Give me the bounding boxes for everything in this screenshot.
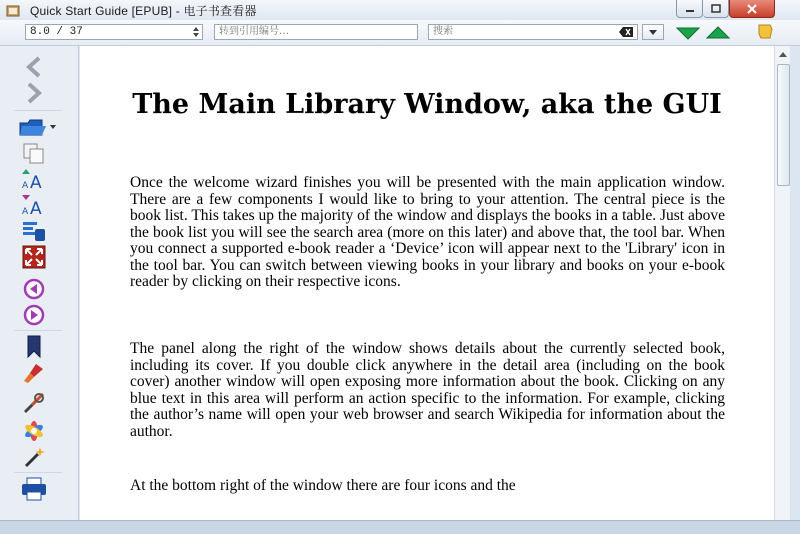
font-larger-icon[interactable] <box>20 166 48 192</box>
svg-text:A: A <box>22 207 29 216</box>
paragraph-3: At the bottom right of the window there are four icons and the <box>130 477 516 494</box>
window-frame <box>790 46 800 520</box>
search-history-dropdown[interactable] <box>642 24 664 40</box>
paragraph-1: Once the welcome wizard finishes you will be presented with the main application window. There are a few components I would like to bring to your attention. The central piece is the book list. This takes up the majority of the window and displays the books in a table. Just above the book list you will see the search area (more on this later) and above that, the tool bar. When you connect a supported e-book reader a ‘Device’ icon will appear next to the 'Library' icon in the tool bar. You can switch between viewing books in your library and books on your e-book reader by clicking on their respective icons. <box>130 174 725 290</box>
svg-text:A: A <box>22 181 29 190</box>
bookmark-icon[interactable] <box>756 23 774 45</box>
search-previous-icon[interactable] <box>706 25 730 44</box>
close-button[interactable] <box>729 0 775 18</box>
scroll-thumb[interactable] <box>777 64 790 186</box>
scroll-up-icon <box>779 52 787 57</box>
dropdown-arrow-icon <box>649 30 657 35</box>
sidebar <box>0 46 79 520</box>
minimize-button[interactable] <box>676 0 703 18</box>
preferences-icon[interactable] <box>20 390 48 416</box>
vertical-scrollbar[interactable] <box>774 46 791 520</box>
book-page <box>80 46 774 520</box>
scroll-up-button[interactable] <box>775 46 791 62</box>
search-input[interactable] <box>428 24 638 40</box>
search-next-icon[interactable] <box>676 25 700 44</box>
maximize-button[interactable] <box>703 0 729 18</box>
fullscreen-icon[interactable] <box>20 244 48 270</box>
bookmarks-icon[interactable] <box>20 334 48 360</box>
window-frame-bottom <box>0 520 800 534</box>
paragraph-2: The panel along the right of the window shows details about the currently selected book, including its cover. If you double click anywhere in the detail area (including on the book cover) another window will open exposing more information about the book. Clicking on any blue text in this area will perform an action specific to the information. For example, clicking the author’s name will open your web browser and search Wikipedia for information about the author. <box>130 340 725 440</box>
minimize-icon <box>685 5 695 13</box>
separator <box>14 330 62 331</box>
page-number-value: 8.0 / 37 <box>30 26 83 38</box>
previous-page-icon[interactable] <box>20 276 48 302</box>
svg-text:A: A <box>30 173 42 190</box>
search-placeholder: 搜索 <box>433 26 453 37</box>
close-icon <box>747 4 757 14</box>
forward-icon[interactable] <box>20 80 48 106</box>
next-page-icon[interactable] <box>20 302 48 328</box>
reference-input[interactable] <box>214 24 418 40</box>
spin-arrows-icon[interactable] <box>191 26 201 38</box>
chapter-title: The Main Library Window, aka the GUI <box>132 89 722 120</box>
separator <box>14 472 62 473</box>
copy-icon[interactable] <box>20 140 48 166</box>
title-bar <box>0 0 800 21</box>
open-book-icon[interactable] <box>18 114 58 140</box>
window-title: Quick Start Guide [EPUB] - 电子书查看器 <box>30 4 257 18</box>
page-number-field[interactable] <box>25 24 203 40</box>
table-of-contents-icon[interactable] <box>20 218 48 244</box>
back-icon[interactable] <box>20 54 48 80</box>
magic-wand-icon[interactable] <box>20 444 48 470</box>
reference-mode-icon[interactable] <box>20 418 48 444</box>
maximize-icon <box>711 4 721 13</box>
separator <box>14 110 62 111</box>
font-smaller-icon[interactable] <box>20 192 48 218</box>
reference-placeholder: 转到引用编号… <box>219 26 289 37</box>
clear-search-icon[interactable] <box>619 27 633 40</box>
toolbar <box>0 20 800 46</box>
app-icon <box>6 3 20 17</box>
theme-icon[interactable] <box>20 360 48 386</box>
svg-text:A: A <box>30 199 42 216</box>
print-icon[interactable] <box>20 476 48 502</box>
